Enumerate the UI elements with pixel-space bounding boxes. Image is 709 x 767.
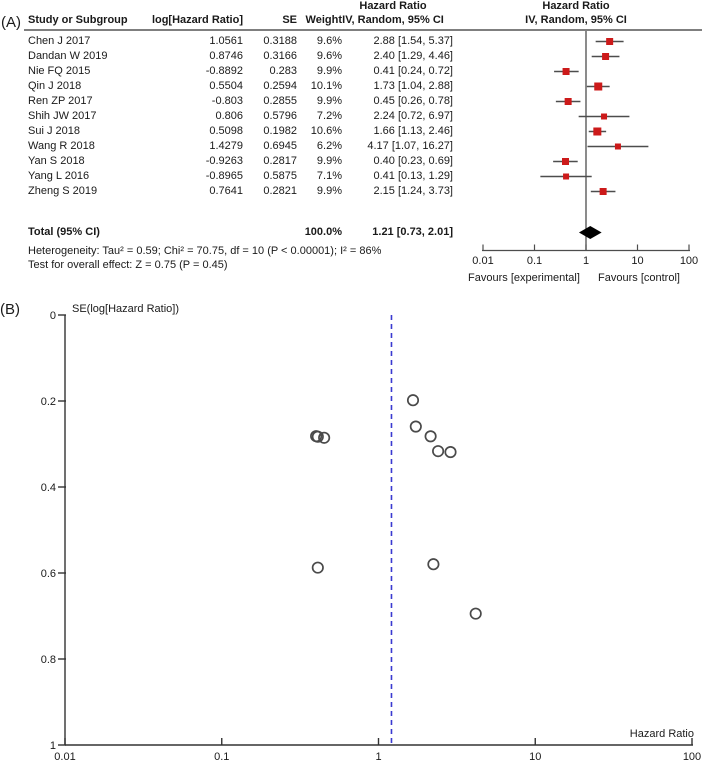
funnel-plot (0, 290, 709, 767)
study-se: 0.3166 (263, 50, 297, 62)
funnel-x-tick-label: 0.1 (214, 751, 230, 763)
funnel-point (408, 395, 418, 405)
panel-a-label: (A) (1, 14, 21, 31)
col-header-weight: Weight (305, 14, 342, 26)
funnel-x-tick-label: 100 (682, 751, 702, 763)
study-se: 0.6945 (263, 140, 297, 152)
study-weight: 7.1% (316, 170, 342, 182)
study-name: Chen J 2017 (28, 35, 91, 47)
study-se: 0.1982 (263, 125, 297, 137)
effect-marker (593, 128, 601, 136)
study-name: Ren ZP 2017 (28, 95, 93, 107)
funnel-point (411, 421, 421, 431)
forest-plot (0, 0, 709, 290)
study-name: Zheng S 2019 (28, 185, 98, 197)
study-name: Nie FQ 2015 (28, 65, 91, 77)
study-se: 0.5875 (263, 170, 297, 182)
effect-marker (601, 114, 607, 120)
effect-marker (563, 68, 570, 75)
study-name: Shih JW 2017 (28, 110, 97, 122)
effect-marker (594, 83, 602, 91)
total-diamond (579, 226, 602, 239)
effect-marker (563, 174, 569, 180)
funnel-panel (0, 290, 709, 767)
effect-marker (600, 188, 607, 195)
study-ci: 4.17 [1.07, 16.27] (367, 140, 453, 152)
panel-b-label: (B) (0, 301, 20, 318)
funnel-point (445, 447, 455, 457)
funnel-y-tick-label: 1 (49, 740, 56, 752)
study-ci: 0.40 [0.23, 0.69] (373, 155, 453, 167)
study-loghr: 0.8746 (209, 50, 243, 62)
funnel-point (433, 446, 443, 456)
funnel-x-axis-title: Hazard Ratio (629, 728, 694, 740)
study-weight: 6.2% (316, 140, 342, 152)
effect-marker (562, 158, 569, 165)
funnel-point (425, 431, 435, 441)
study-loghr: 0.7641 (209, 185, 243, 197)
study-weight: 9.9% (316, 65, 342, 77)
funnel-y-tick-label: 0.4 (40, 482, 56, 494)
overall-effect-text: Test for overall effect: Z = 0.75 (P = 0.45) (28, 259, 228, 271)
study-ci: 2.40 [1.29, 4.46] (373, 50, 453, 62)
study-weight: 9.6% (316, 50, 342, 62)
funnel-y-axis-title: SE(log[Hazard Ratio]) (72, 303, 179, 315)
funnel-y-tick-label: 0.6 (40, 568, 56, 580)
forest-axis-tick-label: 10 (631, 255, 644, 267)
funnel-y-tick-label: 0.2 (40, 396, 56, 408)
study-name: Dandan W 2019 (28, 50, 108, 62)
study-name: Yang L 2016 (28, 170, 90, 182)
effect-marker (602, 53, 609, 60)
study-loghr: -0.8965 (205, 170, 243, 182)
total-weight: 100.0% (304, 226, 342, 238)
study-se: 0.2855 (263, 95, 297, 107)
study-ci: 2.24 [0.72, 6.97] (373, 110, 453, 122)
col-header-study: Study or Subgroup (28, 14, 128, 26)
study-loghr: -0.9263 (205, 155, 243, 167)
study-se: 0.2817 (263, 155, 297, 167)
study-loghr: 0.806 (215, 110, 243, 122)
study-weight: 9.9% (316, 95, 342, 107)
forest-axis-tick-label: 100 (679, 255, 699, 267)
study-ci: 0.41 [0.24, 0.72] (373, 65, 453, 77)
study-ci: 1.73 [1.04, 2.88] (373, 80, 453, 92)
funnel-point (428, 559, 438, 569)
study-loghr: 0.5504 (209, 80, 243, 92)
funnel-point (471, 608, 481, 618)
forest-panel (0, 0, 709, 290)
study-weight: 9.9% (316, 155, 342, 167)
study-se: 0.2821 (263, 185, 297, 197)
effect-marker (565, 98, 572, 105)
total-ci: 1.21 [0.73, 2.01] (372, 226, 453, 238)
funnel-x-tick-label: 0.01 (54, 751, 76, 763)
plot-header-hr-line1: Hazard Ratio (542, 0, 610, 12)
study-se: 0.283 (269, 65, 297, 77)
heterogeneity-text: Heterogeneity: Tau² = 0.59; Chi² = 70.75, df = 10 (P < 0.00001); I² = 86% (28, 245, 382, 257)
forest-axis-tick-label: 0.1 (526, 255, 543, 267)
total-label: Total (95% CI) (28, 226, 100, 238)
study-se: 0.5796 (263, 110, 297, 122)
funnel-x-tick-label: 10 (529, 751, 542, 763)
effect-marker (606, 38, 613, 45)
effect-marker (615, 144, 621, 150)
study-weight: 10.6% (310, 125, 342, 137)
plot-header-hr-line2: IV, Random, 95% CI (525, 14, 627, 26)
funnel-point (313, 562, 323, 572)
study-ci: 2.15 [1.24, 3.73] (373, 185, 453, 197)
study-name: Wang R 2018 (28, 140, 95, 152)
study-ci: 2.88 [1.54, 5.37] (373, 35, 453, 47)
study-loghr: 0.5098 (209, 125, 243, 137)
study-loghr: -0.8892 (205, 65, 243, 77)
col-header-se: SE (282, 14, 297, 26)
study-loghr: 1.0561 (209, 35, 243, 47)
funnel-x-tick-label: 1 (375, 751, 382, 763)
forest-axis-tick-label: 0.01 (472, 255, 494, 267)
col-header-loghr: log[Hazard Ratio] (151, 14, 243, 26)
study-name: Yan S 2018 (28, 155, 85, 167)
col-header-hr-line2: IV, Random, 95% CI (342, 14, 444, 26)
study-weight: 9.9% (316, 185, 342, 197)
study-ci: 0.41 [0.13, 1.29] (373, 170, 453, 182)
study-ci: 0.45 [0.26, 0.78] (373, 95, 453, 107)
study-name: Qin J 2018 (28, 80, 82, 92)
study-ci: 1.66 [1.13, 2.46] (373, 125, 453, 137)
study-weight: 7.2% (316, 110, 342, 122)
study-se: 0.2594 (263, 80, 297, 92)
study-name: Sui J 2018 (28, 125, 80, 137)
forest-axis-tick-label: 1 (582, 255, 590, 267)
study-weight: 9.6% (316, 35, 342, 47)
funnel-y-tick-label: 0 (49, 310, 56, 322)
funnel-y-tick-label: 0.8 (40, 654, 56, 666)
study-se: 0.3188 (263, 35, 297, 47)
study-loghr: 1.4279 (209, 140, 243, 152)
favours-experimental-label: Favours [experimental] (468, 272, 580, 284)
favours-control-label: Favours [control] (598, 272, 680, 284)
study-weight: 10.1% (310, 80, 342, 92)
study-loghr: -0.803 (211, 95, 243, 107)
col-header-hr-line1: Hazard Ratio (359, 0, 427, 12)
